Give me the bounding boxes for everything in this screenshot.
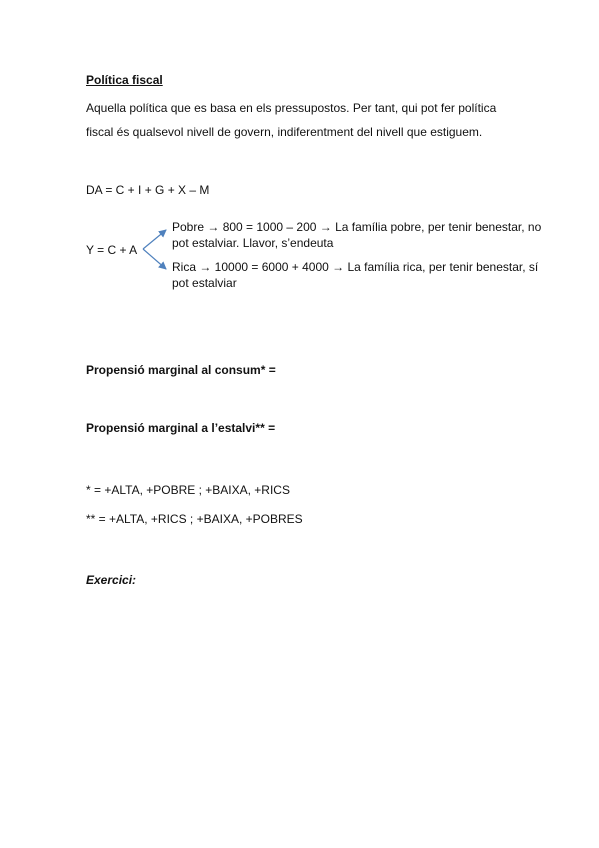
arrow-up: [143, 230, 166, 249]
intro-line-1: Aquella política que es basa en els pressupostos. Per tant, qui pot fer política: [86, 101, 497, 115]
equation-da: DA = C + I + G + X – M: [86, 183, 210, 197]
exercise-heading: Exercici:: [86, 573, 137, 587]
branch-poor-line-2: pot estalviar. Llavor, s’endeuta: [172, 236, 334, 250]
branch-rich-line-1: Rica → 10000 = 6000 + 4000 → La família rica, per tenir benestar, sí: [172, 260, 539, 274]
note-single: * = +ALTA, +POBRE ; +BAIXA, +RICS: [86, 483, 290, 497]
branch-rich-line-2: pot estalviar: [172, 276, 237, 290]
branch-poor-line-1: Pobre → 800 = 1000 – 200 → La família pobre, per tenir benestar, no: [172, 220, 542, 234]
propensity-saving: Propensió marginal a l’estalvi** =: [86, 421, 276, 435]
intro-line-2: fiscal és qualsevol nivell de govern, indiferentment del nivell que estiguem.: [86, 125, 483, 139]
propensity-consumption: Propensió marginal al consum* =: [86, 363, 276, 377]
equation-y: Y = C + A: [86, 243, 138, 257]
arrow-down: [143, 249, 166, 269]
note-double: ** = +ALTA, +RICS ; +BAIXA, +POBRES: [86, 512, 303, 526]
page-title: Política fiscal: [86, 73, 163, 87]
